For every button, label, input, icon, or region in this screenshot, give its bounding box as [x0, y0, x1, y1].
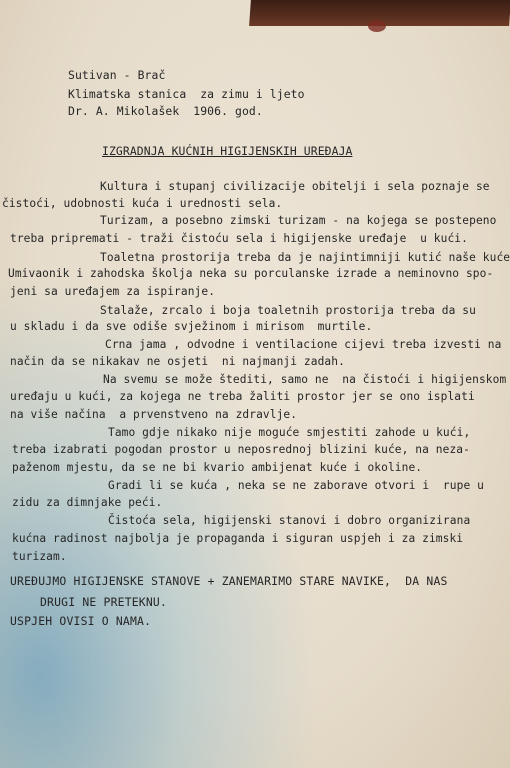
document-title: IZGRADNJA KUĆNIH HIGIJENSKIH UREĐAJA: [102, 144, 353, 158]
red-stain: [368, 20, 386, 32]
closing-slogan-continued: DRUGI NE PRETEKNU.: [40, 595, 168, 609]
body-line: Kultura i stupanj civilizacije obitelji i sela poznaje se: [100, 180, 490, 193]
body-line: turizam.: [12, 550, 67, 563]
body-line: na više načina a prvenstveno na zdravlje.: [10, 408, 298, 421]
body-line: uređaju u kući, za kojega ne treba žaliti prostor jer se ono isplati: [10, 390, 475, 403]
body-line: jeni sa uređajem za ispiranje.: [10, 285, 216, 298]
body-line: Toaletna prostorija treba da je najintimniji kutić naše kuće: [100, 251, 510, 264]
header-author: Dr. A. Mikolašek 1906. god.: [68, 104, 263, 118]
body-line: način da se nikakav ne osjeti ni najmanji zadah.: [10, 355, 345, 368]
closing-slogan: UREĐUJMO HIGIJENSKE STANOVE + ZANEMARIMO STARE NAVIKE, DA NAS: [10, 574, 448, 588]
header-location: Sutivan - Brač: [68, 68, 166, 82]
closing-statement: USPJEH OVISI O NAMA.: [10, 614, 152, 628]
body-line: zidu za dimnjake peći.: [12, 496, 163, 509]
body-line: Umivaonik i zahodska školja neka su porculanske izrade a neminovno spo-: [8, 267, 494, 280]
header-station: Klimatska stanica za zimu i ljeto: [68, 87, 305, 101]
body-line: Gradi li se kuća , neka se ne zaborave otvori i rupe u: [108, 479, 484, 492]
body-line: treba pripremati - traži čistoću sela i higijenske uređaje u kući.: [10, 232, 468, 245]
body-line: Stalaže, zrcalo i boja toaletnih prostorija treba da su: [100, 304, 476, 317]
body-line: Čistoća sela, higijenski stanovi i dobro organizirana: [108, 514, 471, 527]
body-line: paženom mjestu, da se ne bi kvario ambijenat kuće i okoline.: [12, 461, 423, 474]
body-line: čistoći, udobnosti kuća i urednosti sela.: [2, 197, 283, 210]
body-line: u skladu i da sve odiše svježinom i mirisom murtile.: [10, 320, 373, 333]
body-line: Crna jama , odvodne i ventilacione cijevi treba izvesti na: [105, 338, 502, 351]
body-line: Na svemu se može štediti, samo ne na čistoći i higijenskom: [103, 373, 507, 386]
body-line: Tamo gdje nikako nije moguće smjestiti zahode u kući,: [108, 426, 471, 439]
body-line: Turizam, a posebno zimski turizam - na kojega se postepeno: [100, 214, 497, 227]
body-line: kućna radinost najbolja je propaganda i siguran uspjeh i za zimski: [12, 532, 464, 545]
body-line: treba izabrati pogodan prostor u neposrednoj blizini kuće, na neza-: [12, 443, 470, 456]
